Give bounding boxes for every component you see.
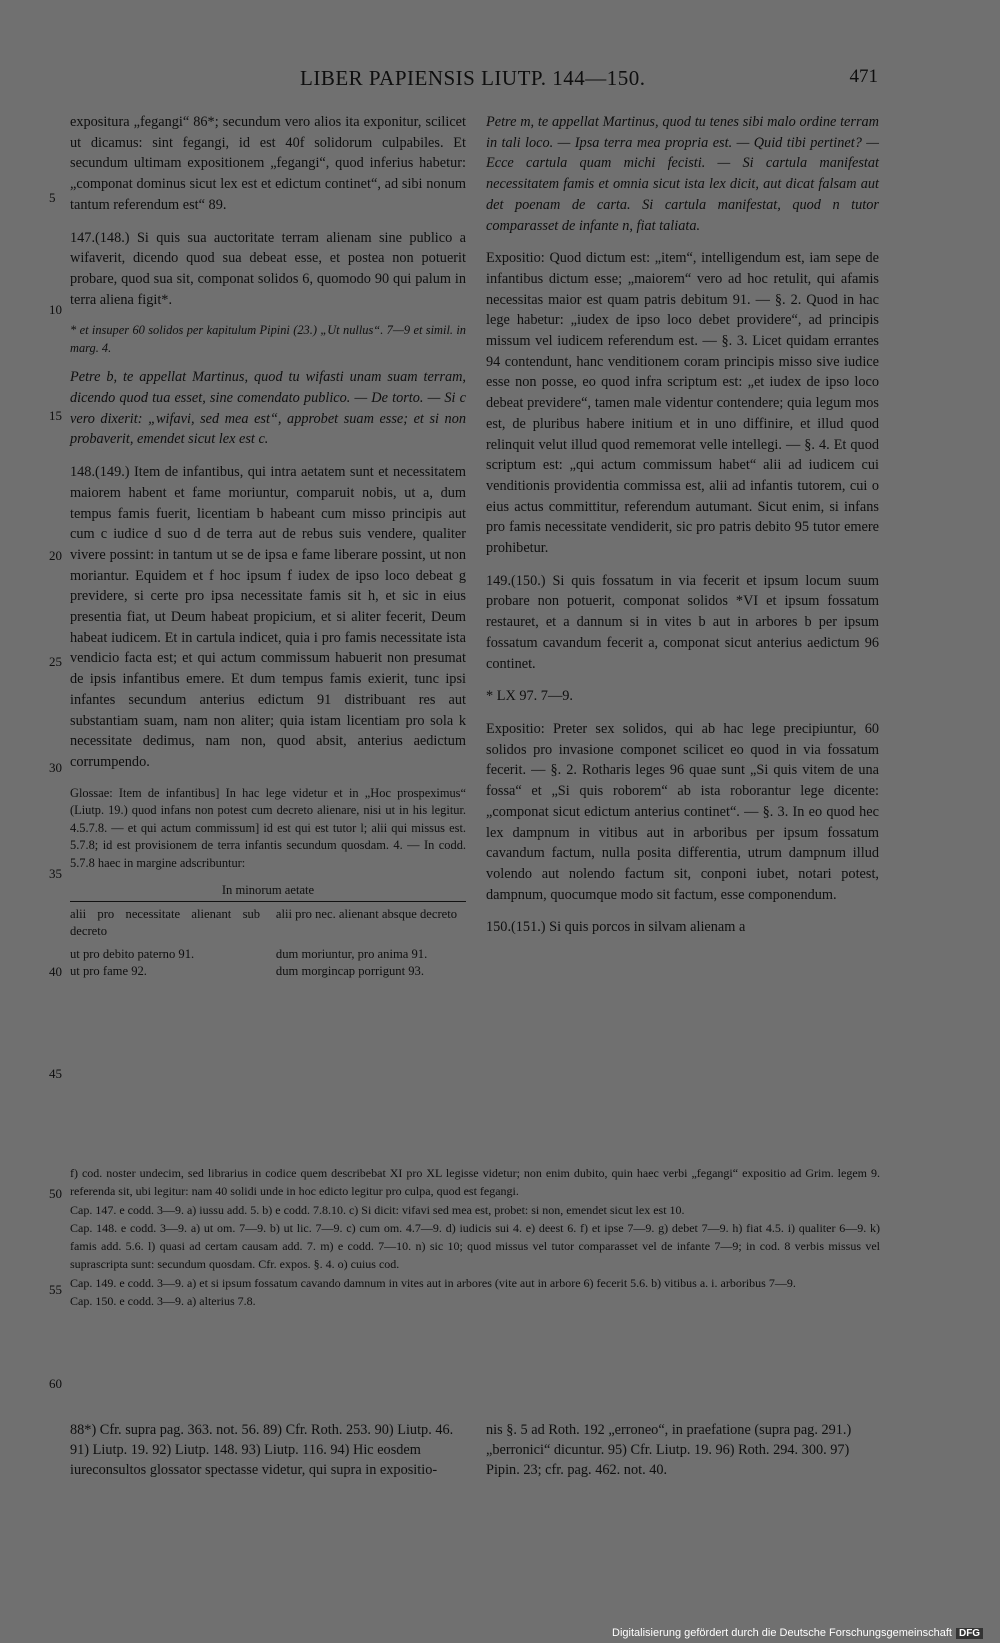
line-number: 5 (49, 190, 56, 205)
table-cell: dum morgincap porrigunt 93. (275, 964, 424, 979)
chapter-149: 149.(150.) Si quis fossatum in via fecerit et ipsum locum suum probare non potuerit, componat solidos *VI et ipsum fossatum restauret, et a dannum si in vites b aut in arbores b per ipsum fossatum cavandum fecerit a, componat sicut anterius aedictum 96 continet. (486, 572, 879, 672)
table-row (70, 906, 466, 940)
running-title: LIBER PAPIENSIS LIUTP. 144—150. (300, 66, 646, 90)
paragraph: expositura „fegangi“ 86*; secundum vero alios ita exponitur, scilicet ut dicamus: sint fegangi, id est 40f solidorum culpabiles. Et secundum ultimam expositionem „fegangi“, quod inferius habetur: „componat dominus sicut lex est et edictum continet“, ad sibi nonum tantum referendum est“ 89. (70, 114, 466, 213)
page-number: 471 (849, 66, 878, 87)
gloss-table (70, 882, 466, 980)
left-column (70, 112, 466, 980)
table-cell: dum moriuntur, pro anima 91. (275, 947, 428, 962)
line-number: 60 (49, 1376, 62, 1391)
glossae: Glossae: Item de infantibus] In hac lege videtur et in „Hoc prospeximus“ (Liutp. 19.) quod infans non potest cum decreto alienare, nisi ut in his legitur. 4.5.7.8. — et qui actum commissum] id est qui est tutor l; alii qui missus est. 5.7.8; id est provisionem de terra infantis secundum quosdam. 4. — In codd. 5.7.8 haec in margine adscribuntur: (70, 785, 466, 870)
line-number: 30 (49, 760, 62, 775)
credit-text: Digitalisierung gefördert durch die Deutsche Forschungsgemeinschaft (612, 1627, 952, 1639)
expositio: Expositio: Quod dictum est: „item“, intelligendum est, iam sepe de infantibus dictum esse; „maiorem“ vero ad hoc retulit, qui afamis necessitas maior est quam patris debitum 91. — §. 2. Quod in hac lege habetur: „iudex de ipso loco debet providere“, ad principis missum vel iudicem referendum est. — §. 3. Licet quidam errantes 94 contendunt, hanc venditionem coram principis misso sive iudice esse non posse, eo quod infra scriptum est: „et iudex de ipso loco debeat previdere“, tamen male videntur contendere; quia legum mos est, de pluribus habere initium et in uno diffinire, et illud quod relinquit velut illud quod rememorat velle intellegi. — §. 4. Et quod scriptum est: „qui actum commissum habet“ alii ad iudicem cui venditionis providentia commissa est, alii ad infantis tutorem, cui o eius actus committitur, referendum autumant. Sicut enim, si infans pro famis necessitate vendiderit, sic pro patris debito 95 tutor emere prohibetur. (486, 250, 879, 557)
marginal-note: * LX 97. 7—9. (486, 688, 573, 705)
formula: Petre b, te appellat Martinus, quod tu wifasti unam suam terram, dicendo quod tua esset, sine comendato publico. — De torto. — Si c vero dixerit: „wifavi, sed mea est“, approbet suam esse; et si non probaverit, emendet sicut lex est c. (70, 369, 466, 448)
footnote: Cap. 150. e codd. 3—9. a) alterius 7.8. (70, 1294, 256, 1309)
expositio: Expositio: Preter sex solidos, qui ab hac lege precipiuntur, 60 solidos pro invasione componet scilicet eo quod in via fossatum fecerit. — §. 2. Rotharis leges 96 quae sunt „Si quis vitem de una fossa“ et „Si quis roborem“ ab ista roborantur lege dicente: „componat sicut edictum anterius continet“. — §. 3. In eo quod hec lex dampnum in vitibus aut in arboribus per ipsum fossatum cavandum factum, nulla posita differentia, utrum dampnum illud volendo aut nolendo factum sit, conponi iubet, notari potest, dampnum, quocumque modo sit factum, esse componendum. (486, 720, 879, 903)
running-header (0, 66, 1000, 96)
table-row (70, 946, 466, 963)
table-row (70, 963, 466, 980)
line-number: 45 (49, 1066, 62, 1081)
line-number: 40 (49, 964, 62, 979)
line-number: 35 (49, 866, 62, 881)
digitization-credit (612, 1627, 983, 1639)
footnote: f) cod. noster undecim, sed librarius in codice quem describebat XI pro XL legisse videtur; non enim dubito, quin haec verbi „fegangi“ expositio ad Grim. legem 9. referenda sit, ubi legitur: nam 40 solidi unde in hoc edicto legitur pro culpa, quod est fegangi. (70, 1166, 880, 1199)
line-number: 50 (49, 1186, 62, 1201)
chapter-148: 148.(149.) Item de infantibus, qui intra aetatem sunt et necessitatem maiorem habent et fame moriuntur, comparuit nobis, ut a, dum tempus famis fuerit, licentiam b habeant cum misso principis aut cum c iudice d suo d de terra aut de rebus suis vendere, qualiter vivere possint: in tantum ut se de ipsa e fame liberare possint, ut non moriantur. Equidem et f hoc ipsum f iudex de ipso loco debeat g previdere, si certe pro ipsa necessitate famis sit h, et sic in eius presentia fiat, ut Deum habeat propicium, et si aliter fecerit, Deum habeat iudicem. Et in cartula indicet, quia i pro famis necessitate ista vendicio facta est; et qui actum commissum habuerit non presumat de ipsis infantibus emere. Et dum tempus famis exierit, tunc ipsi infantes secundum anterius edictum 91 distribuant res aut substantiam suam, nam non aliter; quia istam licentiam pro sola k necessitate dedimus, nam non, quod absit, anterius aedictum corrumpendo. (70, 464, 466, 770)
line-number: 20 (49, 548, 62, 563)
notes-right: nis §. 5 ad Roth. 192 „erroneo“, in praefatione (supra pag. 291.) „berronici“ dicuntur. 95) Cfr. Liutp. 19. 96) Roth. 294. 300. 97) Pipin. 23; cfr. pag. 462. not. 40. (486, 1422, 852, 1478)
footnote: Cap. 149. e codd. 3—9. a) et si ipsum fossatum cavando damnum in vites aut in arbores (vite aut in arbore 6) fecerit 5.6. b) vitibus a. i. arboribus 7—9. (70, 1275, 796, 1290)
chapter-150: 150.(151.) Si quis porcos in silvam alienam a (486, 919, 746, 936)
line-number: 10 (49, 302, 62, 317)
line-number: 25 (49, 654, 62, 669)
chapter-147: 147.(148.) Si quis sua auctoritate terram alienam sine publico a wifaverit, dicendo quod sua debeat esse, et postea non potuerit probare, quod sua sit, componat solidos 6, quomodo 90 qui palum in terra aliena figit*. (70, 229, 466, 308)
table-cell: alii pro nec. alienant absque decreto (275, 907, 458, 922)
critical-apparatus (70, 1164, 880, 1310)
line-number: 15 (49, 408, 62, 423)
table-cell: ut pro debito paterno 91. (70, 947, 195, 962)
dfg-logo: DFG (956, 1628, 983, 1639)
footnote: Cap. 147. e codd. 3—9. a) iussu add. 5. b) e codd. 7.8.10. c) Si dicit: vifavi sed mea est, probet: si non, emendet sicut lex est 10. (70, 1202, 685, 1217)
table-caption: In minorum aetate (221, 883, 315, 898)
marginal-note: * et insuper 60 solidos per kapitulum Pipini (23.) „Ut nullus“. 7—9 et simil. in marg. 4. (70, 323, 466, 355)
formula: Petre m, te appellat Martinus, quod tu tenes sibi malo ordine terram in tali loco. — Ipsa terra mea propria est. — Quid tibi pertinet? — Ecce cartula quam michi fecisti. — Si cartula manifestat necessitatem famis et omnia sicut ista lex dicit, aut dicat falsam aut det poenam de carta. Si cartula manifestat, quod n tutor comparasset de infante n, fiat taliata. (486, 114, 879, 234)
notes-left: 88*) Cfr. supra pag. 363. not. 56. 89) Cfr. Roth. 253. 90) Liutp. 46. 91) Liutp. 19. 92) Liutp. 148. 93) Liutp. 116. 94) Hic eosdem iureconsultos glossator spectasse videtur, qui supra in expositio- (70, 1422, 454, 1478)
line-number: 55 (49, 1282, 62, 1297)
table-cell: alii pro necessitate alienant sub decreto (70, 907, 261, 939)
footnote: Cap. 148. e codd. 3—9. a) ut om. 7—9. b) ut lic. 7—9. c) cum om. 4.7—9. d) iudicis sui 4. e) deest 6. f) et ipse 7—9. g) debet 7—9. h) fiat 4.5. i) qualiter 6—9. k) famis add. 5.6. l) quasi ad certam causam add. 7. m) e codd. 7—10. n) sic 10; quod missus vel tutor comparasset vel de infante 7—9; in cod. 8 verbis missus vel suprascripta sunt: secundum quosdam. Cfr. expos. §. 4. o) cuius cod. (70, 1220, 880, 1272)
brace-line (70, 901, 466, 902)
right-column (486, 112, 879, 950)
table-cell: ut pro fame 92. (70, 964, 147, 979)
